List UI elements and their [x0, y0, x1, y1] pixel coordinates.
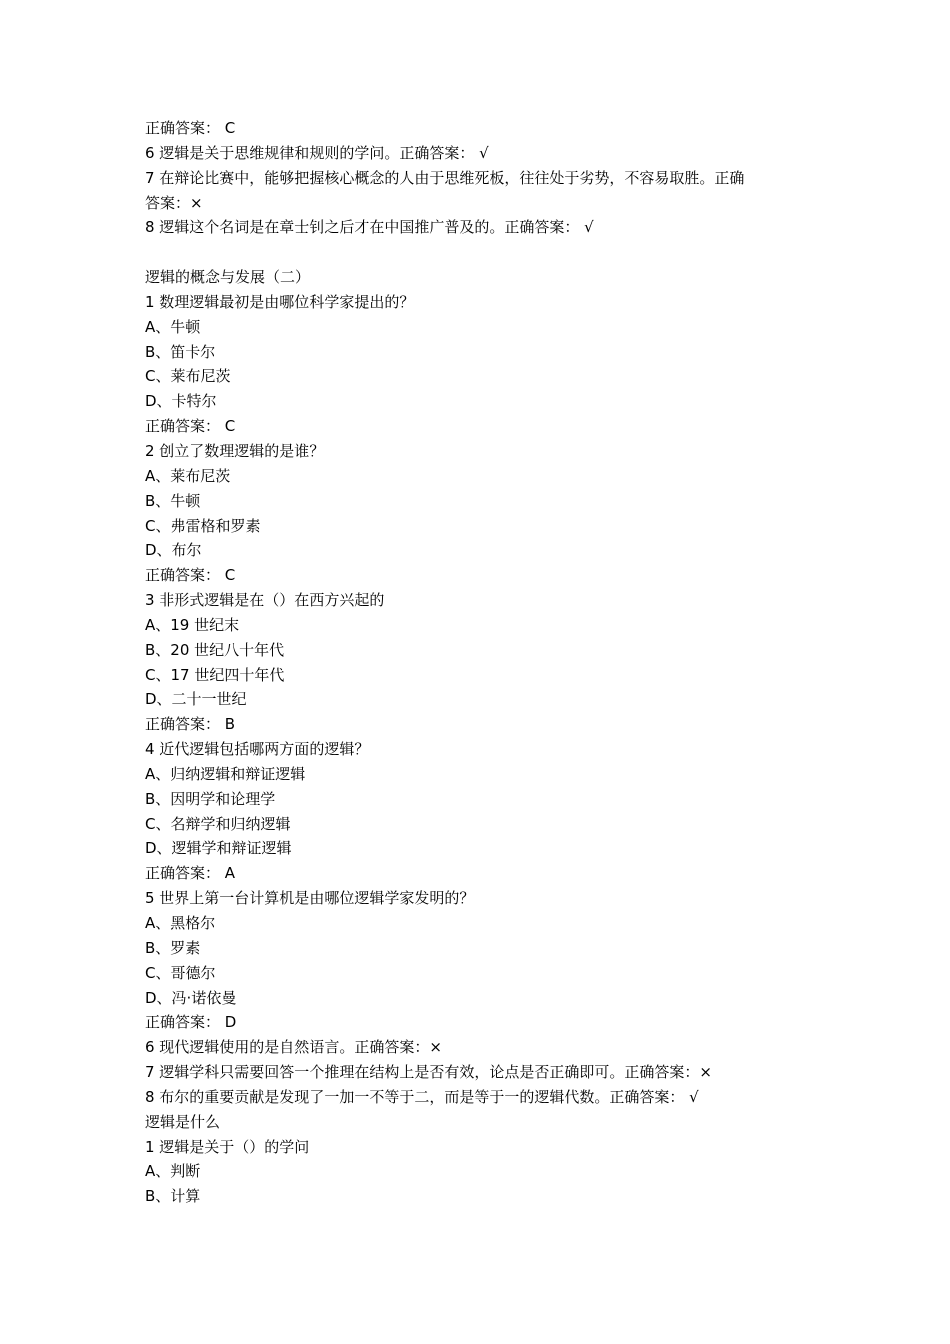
question-line: 2 创立了数理逻辑的是谁？ [145, 441, 325, 460]
option-line: B、20 世纪八十年代 [145, 640, 285, 659]
option-line: A、黑格尔 [145, 914, 216, 932]
option-line: C、莱布尼茨 [145, 367, 231, 386]
question-line: 7 在辩论比赛中，能够把握核心概念的人由于思维死板，往往处于劣势，不容易取胜。正确 [145, 168, 745, 187]
answer-line: 正确答案： C [145, 566, 236, 585]
option-line: B、笛卡尔 [145, 342, 216, 361]
question-line: 7 逻辑学科只需要回答一个推理在结构上是否有效，论点是否正确即可。正确答案：× [145, 1063, 712, 1082]
question-line: 8 布尔的重要贡献是发现了一加一不等于二，而是等于一的逻辑代数。正确答案： √ [145, 1087, 699, 1106]
option-line: C、哥德尔 [145, 963, 216, 982]
question-line: 4 近代逻辑包括哪两方面的逻辑？ [145, 740, 370, 759]
option-line: B、牛顿 [145, 491, 201, 510]
option-line: C、弗雷格和罗素 [145, 516, 261, 535]
option-line: C、17 世纪四十年代 [145, 665, 285, 684]
section-heading: 逻辑的概念与发展（二） [145, 268, 311, 287]
option-line: B、计算 [145, 1187, 201, 1206]
option-line: D、冯·诺依曼 [145, 988, 237, 1007]
question-line: 8 逻辑这个名词是在章士钊之后才在中国推广普及的。正确答案： √ [145, 218, 594, 237]
option-line: D、布尔 [145, 541, 202, 560]
option-line: A、判断 [145, 1162, 201, 1181]
question-line: 6 逻辑是关于思维规律和规则的学问。正确答案： √ [145, 143, 489, 162]
document-body [145, 116, 815, 1209]
question-line: 5 世界上第一台计算机是由哪位逻辑学家发明的？ [145, 889, 475, 908]
option-line: D、卡特尔 [145, 392, 217, 411]
option-line: D、二十一世纪 [145, 690, 247, 709]
blank-line [145, 240, 815, 265]
option-line: A、归纳逻辑和辩证逻辑 [145, 764, 306, 783]
section-heading: 逻辑是什么 [145, 1112, 221, 1131]
answer-line: 正确答案： B [145, 715, 236, 734]
option-line: B、因明学和论理学 [145, 789, 276, 808]
option-line: A、19 世纪末 [145, 615, 240, 634]
option-line: C、名辩学和归纳逻辑 [145, 814, 291, 833]
question-line: 6 现代逻辑使用的是自然语言。正确答案：× [145, 1038, 442, 1057]
question-line: 1 数理逻辑最初是由哪位科学家提出的？ [145, 292, 415, 311]
option-line: D、逻辑学和辩证逻辑 [145, 839, 292, 858]
answer-line: 正确答案： C [145, 119, 236, 137]
answer-line: 正确答案： A [145, 864, 236, 883]
option-line: A、莱布尼茨 [145, 466, 231, 485]
answer-line: 正确答案： D [145, 1013, 237, 1032]
question-line-continuation: 答案：× [145, 193, 203, 212]
question-line: 1 逻辑是关于（）的学问 [145, 1137, 310, 1156]
answer-line: 正确答案： C [145, 417, 236, 436]
option-line: A、牛顿 [145, 317, 201, 336]
question-line: 3 非形式逻辑是在（）在西方兴起的 [145, 591, 385, 610]
option-line: B、罗素 [145, 938, 201, 957]
